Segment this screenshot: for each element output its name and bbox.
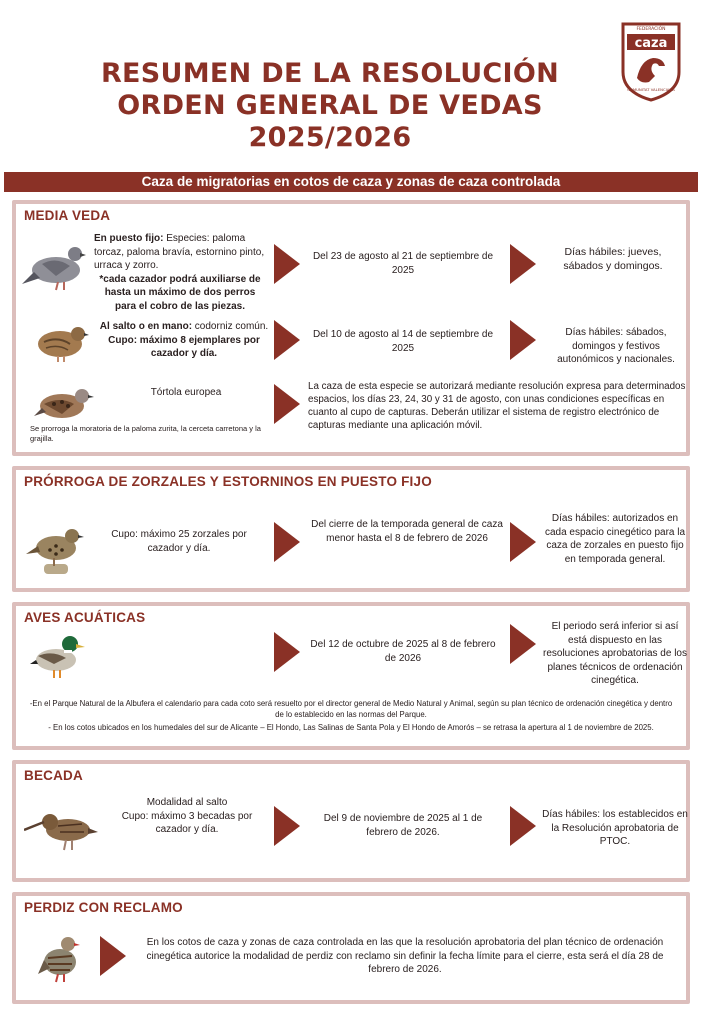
section-zorzales <box>12 466 690 592</box>
row3-species: Tórtola europea <box>150 387 222 398</box>
logo-word: caza <box>634 36 668 51</box>
arrow-icon <box>510 522 536 562</box>
acuaticas-note-1: -En el Parque Natural de la Albufera el calendario para cada coto será resuelto por el director general de Medio Natural y Animal, según su plan técnico de ordenación cinegética y dentro de lo establecido en las normas del Parque. <box>29 699 673 719</box>
section-band: Caza de migratorias en cotos de caza y zonas de caza controlada <box>4 172 698 192</box>
turtle-dove-icon <box>34 382 96 424</box>
federation-logo <box>619 20 683 102</box>
becada-period: Del 9 de noviembre de 2025 al 1 de febrero de 2026. <box>323 813 483 838</box>
quail-icon <box>30 320 92 364</box>
section-title: PRÓRROGA DE ZORZALES Y ESTORNINOS EN PUESTO FIJO <box>24 474 432 489</box>
row2-species: codorniz común. <box>192 321 269 332</box>
arrow-icon <box>510 806 536 846</box>
logo-top-text: FEDERACIÓN <box>636 27 666 32</box>
section-title: MEDIA VEDA <box>24 208 111 223</box>
pigeon-icon <box>22 236 88 292</box>
becada-desc <box>120 796 254 837</box>
becada-quota: Cupo: máximo 3 becadas por cazador y día. <box>121 810 253 835</box>
row2-lead: Al salto o en mano: <box>99 321 193 332</box>
partridge-icon <box>38 930 86 984</box>
media-veda-row1-desc <box>94 232 266 313</box>
title-line-3: 2025/2026 <box>248 122 412 153</box>
zorzales-days: Días hábiles: autorizados en cada espacio cinegético para la caza de zorzales en puesto fijo en temporada general. <box>544 513 686 565</box>
page-title <box>0 58 660 154</box>
row1-lead: En puesto fijo: <box>94 233 164 244</box>
row2-quota: Cupo: máximo 8 ejemplares por cazador y día. <box>108 334 260 359</box>
row2-days: Días hábiles: sábados, domingos y festivos autonómicos y nacionales. <box>557 327 675 365</box>
woodcock-icon <box>24 802 100 852</box>
row1-note: *cada cazador podrá auxiliarse de hasta un máximo de dos perros para el cobro de las piezas. <box>99 273 261 312</box>
section-title: PERDIZ CON RECLAMO <box>24 900 183 915</box>
row1-period: Del 23 de agosto al 21 de septiembre de 2025 <box>312 251 494 276</box>
arrow-icon <box>100 936 126 976</box>
section-title: BECADA <box>24 768 83 783</box>
media-veda-row2-desc <box>96 320 272 361</box>
logo-bottom-text: COMUNITAT VALENCIANA <box>627 87 675 92</box>
arrow-icon <box>274 244 300 284</box>
arrow-icon <box>274 522 300 562</box>
section-title: AVES ACUÁTICAS <box>24 610 146 625</box>
arrow-icon <box>510 244 536 284</box>
thrush-icon <box>26 516 86 578</box>
zorzales-quota: Cupo: máximo 25 zorzales por cazador y día. <box>111 529 247 554</box>
arrow-icon <box>274 632 300 672</box>
mallard-icon <box>28 630 86 680</box>
zorzales-period: Del cierre de la temporada general de caza menor hasta el 8 de febrero de 2026 <box>311 519 503 544</box>
section-aves-acuaticas <box>12 602 690 750</box>
row3-note: Se prorroga la moratoria de la paloma zurita, la cerceta carretona y la grajilla. <box>30 424 261 443</box>
arrow-icon <box>510 320 536 360</box>
row1-days: Días hábiles: jueves, sábados y domingos. <box>563 246 663 272</box>
row1-species: Especies: paloma torcaz, paloma bravía, estornino pinto, urraca y zorro. <box>94 233 265 271</box>
arrow-icon <box>274 384 300 424</box>
becada-mode: Modalidad al salto <box>146 797 228 808</box>
section-perdiz <box>12 892 690 1004</box>
acuaticas-note-2: - En los cotos ubicados en los humedales del sur de Alicante – El Hondo, Las Salinas de Santa Pola y El Hondo de Amorós – se retrasa la apertura al 1 de noviembre de 2025. <box>48 723 654 732</box>
section-media-veda <box>12 200 690 456</box>
row2-period: Del 10 de agosto al 14 de septiembre de 2025 <box>312 329 494 354</box>
arrow-icon <box>274 806 300 846</box>
title-line-1: RESUMEN DE LA RESOLUCIÓN <box>100 58 560 89</box>
row3-text: La caza de esta especie se autorizará mediante resolución expresa para determinados espacios, los días 23, 24, 30 y 31 de agosto, con unas condiciones específicas en cuanto al cupo de capturas. Deberán utilizar el sistema de registro electrónico de capturas mediante una aplicación móvil. <box>308 381 686 431</box>
section-becada <box>12 760 690 882</box>
arrow-icon <box>274 320 300 360</box>
becada-days: Días hábiles: los establecidos en la Resolución aprobatoria de PTOC. <box>542 809 688 847</box>
acuaticas-days: El periodo será inferior si así está dispuesto en las resoluciones aprobatorias de los planes técnicos de ordenación cinegética. <box>543 621 687 686</box>
arrow-icon <box>510 624 536 664</box>
perdiz-text: En los cotos de caza y zonas de caza controlada en las que la resolución aprobatoria del plan técnico de ordenación cinegética autorice la modalidad de perdiz con reclamo sin definir la fecha límite para el cierre, esta será el día 28 de febrero de 2026. <box>146 937 664 975</box>
acuaticas-period: Del 12 de octubre de 2025 al 8 de febrero de 2026 <box>310 639 496 664</box>
title-line-2: ORDEN GENERAL DE VEDAS <box>117 90 543 121</box>
